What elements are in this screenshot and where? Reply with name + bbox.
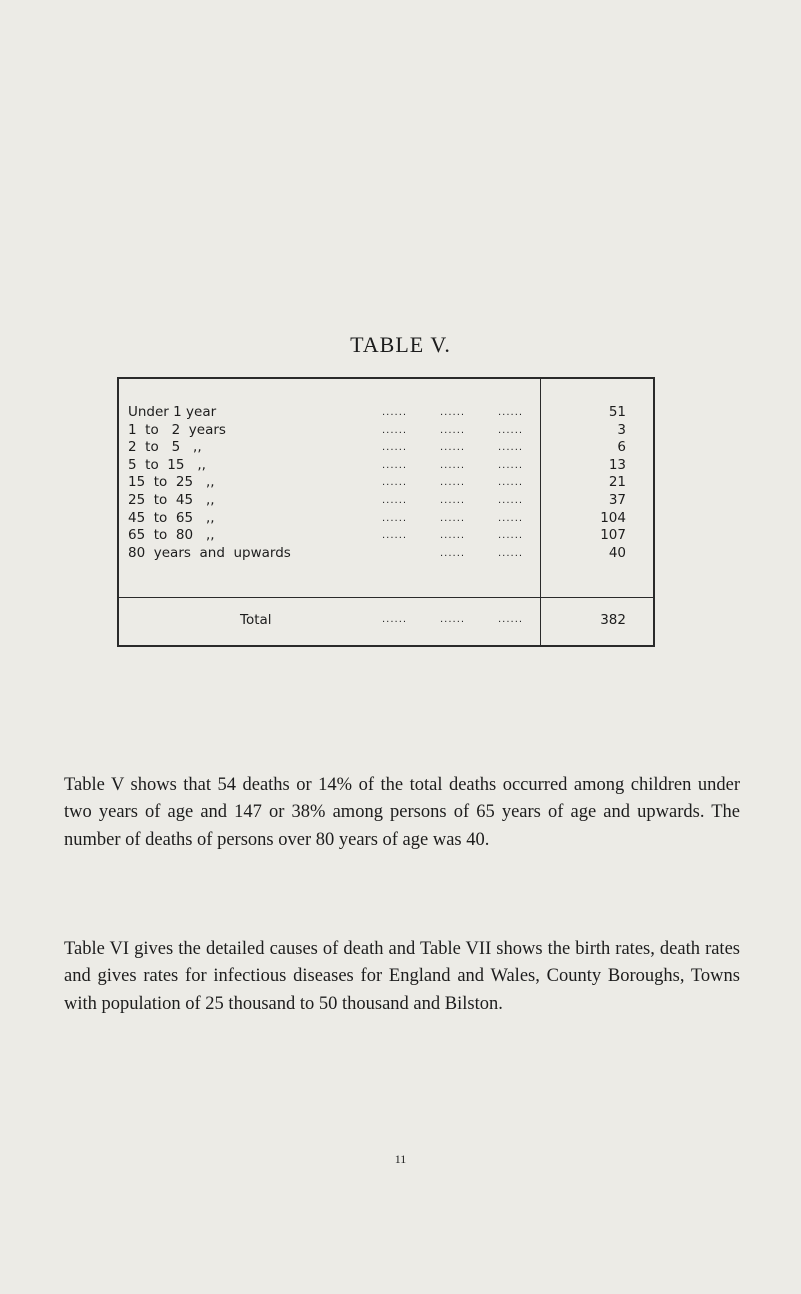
leader-dots: ...... bbox=[440, 407, 466, 418]
leader-dots: ...... bbox=[498, 614, 524, 625]
page-number: 11 bbox=[394, 1152, 407, 1166]
leader-dots: ...... bbox=[440, 494, 466, 506]
table-row bbox=[128, 422, 638, 440]
leader-dots: ...... bbox=[498, 407, 524, 418]
leader-dots: ...... bbox=[440, 477, 466, 489]
leader-dots: ...... bbox=[440, 442, 466, 454]
death-count: 6 bbox=[617, 439, 626, 456]
leader-dots: ...... bbox=[382, 512, 408, 524]
leader-dots: ...... bbox=[382, 442, 408, 454]
age-group-label: 15 to 25 ,, bbox=[128, 474, 215, 491]
leader-dots: ...... bbox=[382, 424, 408, 436]
leader-dots: ...... bbox=[382, 407, 408, 418]
leader-dots: ...... bbox=[382, 477, 408, 489]
leader-dots: ...... bbox=[498, 494, 524, 506]
table-top-rule bbox=[117, 377, 655, 379]
age-group-label: 5 to 15 ,, bbox=[128, 456, 206, 473]
leader-dots: ...... bbox=[498, 512, 524, 524]
leader-dots: ...... bbox=[440, 424, 466, 436]
age-group-label: 1 to 2 years bbox=[128, 421, 226, 438]
leader-dots: ...... bbox=[382, 530, 408, 542]
leader-dots: ...... bbox=[440, 614, 466, 625]
death-count: 37 bbox=[608, 491, 626, 508]
total-label: Total bbox=[240, 612, 272, 628]
leader-dots: ...... bbox=[440, 530, 466, 542]
leader-dots: ...... bbox=[498, 442, 524, 454]
table-total-rule bbox=[117, 597, 653, 598]
total-value: 382 bbox=[600, 612, 626, 628]
leader-dots: ...... bbox=[498, 530, 524, 542]
body-paragraph: Table VI gives the detailed causes of death and Table VII shows the birth rates, death rates and gives rates for infectious diseases for England and Wales, County Boroughs, Towns with population of 25 thousand to 50 thousand and Bilston. bbox=[64, 938, 740, 1014]
body-paragraph: Table V shows that 54 deaths or 14% of the total deaths occurred among children under two years of age and 147 or 38% among persons of 65 years of age and upwards. The number of deaths of persons over 80 years of age was 40. bbox=[64, 774, 740, 850]
death-count: 104 bbox=[600, 509, 626, 526]
table-row bbox=[128, 404, 638, 422]
table-row bbox=[128, 527, 638, 545]
table-bottom-rule bbox=[117, 645, 655, 647]
age-group-label: 65 to 80 ,, bbox=[128, 527, 215, 544]
death-count: 3 bbox=[617, 421, 626, 438]
age-group-label: 80 years and upwards bbox=[128, 544, 291, 561]
leader-dots: ...... bbox=[382, 459, 408, 471]
table-rows bbox=[128, 404, 638, 562]
table-row bbox=[128, 492, 638, 510]
age-group-label: 45 to 65 ,, bbox=[128, 509, 215, 526]
table-row bbox=[128, 439, 638, 457]
leader-dots: ...... bbox=[440, 459, 466, 471]
leader-dots: ...... bbox=[382, 614, 408, 625]
death-count: 51 bbox=[608, 404, 626, 420]
leader-dots: ...... bbox=[498, 424, 524, 436]
leader-dots: ...... bbox=[382, 494, 408, 506]
table-total-row bbox=[128, 611, 638, 629]
age-group-label: 2 to 5 ,, bbox=[128, 439, 202, 456]
age-group-label: Under 1 year bbox=[128, 404, 217, 420]
leader-dots: ...... bbox=[498, 459, 524, 471]
death-count: 107 bbox=[600, 527, 626, 544]
table-row bbox=[128, 510, 638, 528]
table-row bbox=[128, 474, 638, 492]
table-row bbox=[128, 545, 638, 563]
leader-dots: ...... bbox=[440, 512, 466, 524]
death-count: 40 bbox=[608, 544, 626, 561]
death-count: 13 bbox=[608, 456, 626, 473]
leader-dots: ...... bbox=[440, 547, 466, 559]
table-title: TABLE V. bbox=[350, 332, 451, 357]
age-group-label: 25 to 45 ,, bbox=[128, 491, 215, 508]
death-count: 21 bbox=[608, 474, 626, 491]
leader-dots: ...... bbox=[498, 547, 524, 559]
table-row bbox=[128, 457, 638, 475]
leader-dots: ...... bbox=[498, 477, 524, 489]
